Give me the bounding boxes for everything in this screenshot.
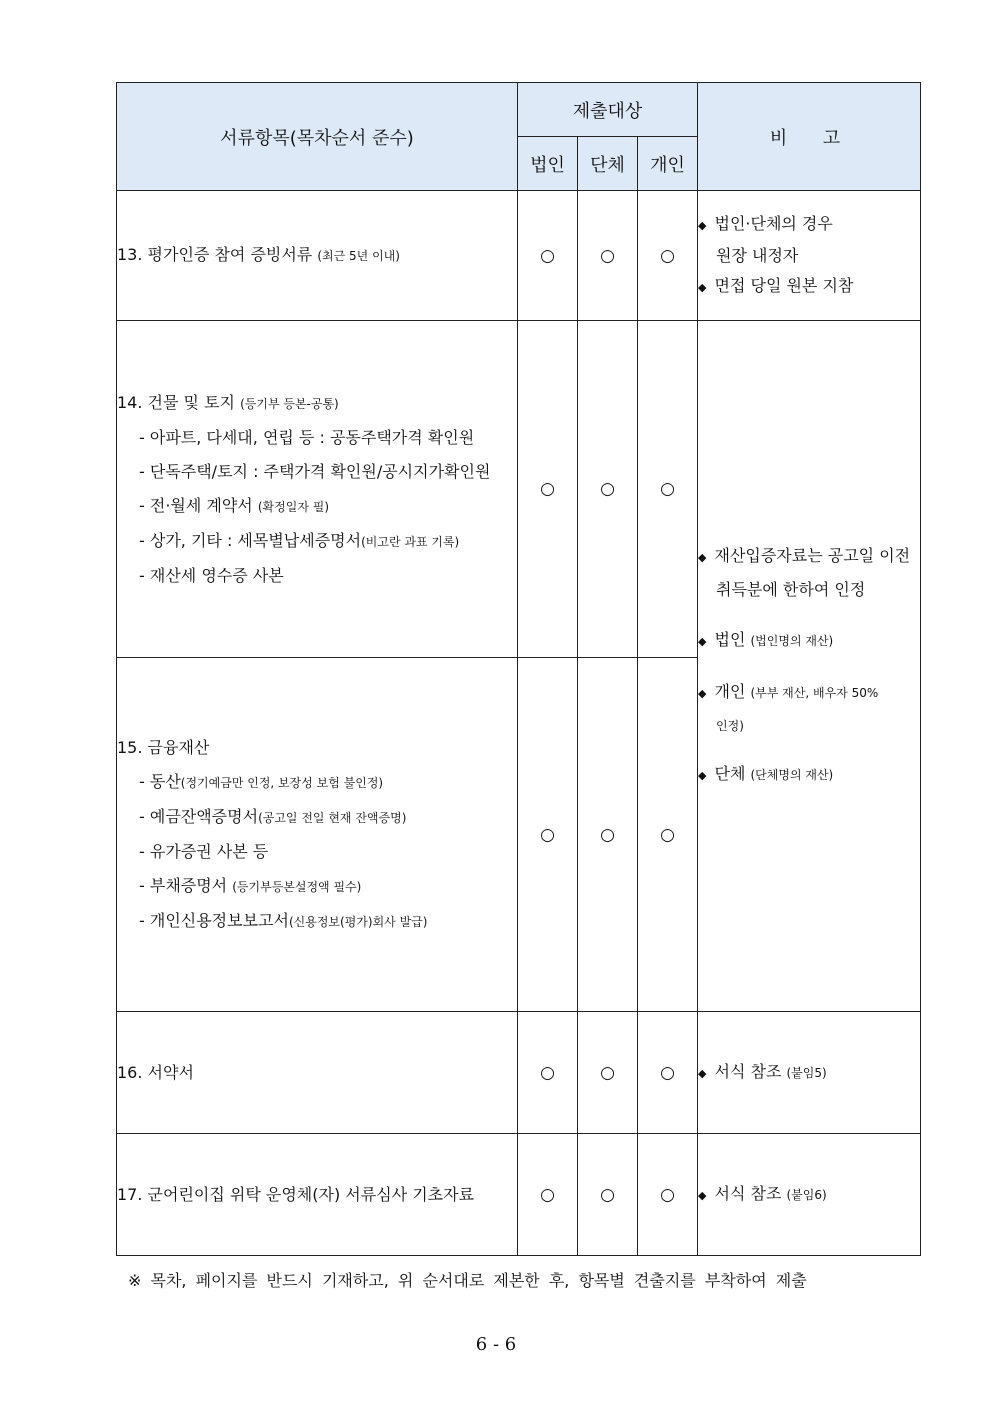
item-14-title: 14. 건물 및 토지 (117, 392, 235, 412)
bullet-icon: ◆ (698, 687, 707, 700)
note-16 (698, 1012, 921, 1134)
item-14-line4: - 상가, 기타 : 세목별납세증명서 (139, 530, 362, 550)
note-17-small: (붙임6) (786, 1187, 827, 1202)
item-14-line5: - 재산세 영수증 사본 (139, 565, 284, 585)
mark-corp-15: ○ (518, 658, 578, 1012)
table-row (117, 1134, 921, 1256)
mark-group-13: ○ (578, 191, 638, 321)
bullet-icon: ◆ (698, 280, 707, 294)
mark-group-14: ○ (578, 321, 638, 658)
note-16-text: 서식 참조 (714, 1061, 782, 1081)
bullet-icon: ◆ (698, 1188, 707, 1202)
page-number: 6 - 6 (475, 1334, 517, 1355)
item-15-line2: - 예금잔액증명서 (139, 806, 259, 826)
mark-indiv-17: ○ (638, 1134, 698, 1256)
table-row (117, 191, 921, 321)
note-asset-line1: 재산입증자료는 공고일 이전 (714, 546, 911, 565)
note-16-small: (붙임5) (786, 1065, 827, 1080)
item-15-line4-small: (등기부등본설정액 필수) (232, 879, 362, 894)
item-15-title: 15. 금융재산 (117, 737, 210, 757)
header-indiv: 개인 (638, 137, 698, 191)
mark-corp-16: ○ (518, 1012, 578, 1134)
header-note: 비 고 (698, 83, 921, 191)
item-14-line3: - 전·월세 계약서 (139, 495, 253, 515)
mark-corp-13: ○ (518, 191, 578, 321)
note-corp: 법인 (714, 630, 746, 649)
note-indiv-small-b: 인정) (716, 719, 744, 733)
mark-group-17: ○ (578, 1134, 638, 1256)
header-group: 단체 (578, 137, 638, 191)
note-indiv: 개인 (714, 682, 746, 701)
note-group-small: (단체명의 재산) (750, 768, 834, 782)
mark-group-15: ○ (578, 658, 638, 1012)
item-15-line3: - 유가증권 사본 등 (139, 841, 269, 861)
item-17-title: 17. 군어린이집 위탁 운영체(자) 서류심사 기초자료 (117, 1134, 518, 1256)
table-row (117, 1012, 921, 1134)
note-indiv-small: (부부 재산, 배우자 50% (750, 686, 879, 700)
item-15-line5-small: (신용정보(평가)회사 발급) (288, 914, 428, 929)
note-asset-line1b: 취득분에 한하여 인정 (716, 580, 866, 599)
bullet-icon: ◆ (698, 769, 707, 782)
mark-indiv-13: ○ (638, 191, 698, 321)
note-group: 단체 (714, 764, 746, 783)
header-corp: 법인 (518, 137, 578, 191)
table-row (117, 321, 921, 658)
item-14-line3-small: (확정일자 필) (257, 499, 330, 514)
bullet-icon: ◆ (698, 218, 707, 232)
item-13-title-small: (최근 5년 이내) (317, 249, 400, 263)
bullet-icon: ◆ (698, 551, 707, 564)
item-13-title: 13. 평가인증 참여 증빙서류 (117, 245, 313, 264)
item-15-line1: - 동산 (139, 771, 181, 791)
item-13 (117, 191, 518, 321)
item-14-line2: - 단독주택/토지 : 주택가격 확인원/공시지가확인원 (139, 461, 491, 481)
document-table (116, 82, 921, 1256)
item-15-line5: - 개인신용정보보고서 (139, 910, 289, 930)
note-13-line1: 법인·단체의 경우 (714, 213, 833, 233)
item-14 (117, 321, 518, 658)
mark-corp-14: ○ (518, 321, 578, 658)
note-corp-small: (법인명의 재산) (750, 634, 834, 648)
item-15-line4: - 부채증명서 (139, 875, 228, 895)
item-14-title-small: (등기부 등본-공통) (240, 396, 339, 411)
item-16-title: 16. 서약서 (117, 1012, 518, 1134)
header-target: 제출대상 (518, 83, 698, 137)
bullet-icon: ◆ (698, 1066, 707, 1080)
item-15 (117, 658, 518, 1012)
footer-note: ※ 목차, 페이지를 반드시 기재하고, 위 순서대로 제본한 후, 항목별 견출지를 부착하여 제출 (128, 1271, 807, 1290)
item-14-line4-small: (비고란 과표 기록) (361, 534, 460, 549)
note-17 (698, 1134, 921, 1256)
bullet-icon: ◆ (698, 635, 707, 648)
item-15-line1-small: (정기예금만 인정, 보장성 보험 불인정) (180, 775, 384, 790)
mark-corp-17: ○ (518, 1134, 578, 1256)
note-13 (698, 191, 921, 321)
item-14-line1: - 아파트, 다세대, 연립 등 : 공동주택가격 확인원 (139, 427, 475, 447)
mark-indiv-14: ○ (638, 321, 698, 658)
note-13-line1b: 원장 내정자 (716, 245, 799, 265)
item-15-line2-small: (공고일 전일 현재 잔액증명) (258, 810, 407, 825)
mark-indiv-16: ○ (638, 1012, 698, 1134)
header-item: 서류항목(목차순서 준수) (117, 83, 518, 191)
note-13-line2: 면접 당일 원본 지참 (714, 275, 854, 295)
mark-indiv-15: ○ (638, 658, 698, 1012)
mark-group-16: ○ (578, 1012, 638, 1134)
note-14-15 (698, 321, 921, 1012)
note-17-text: 서식 참조 (714, 1183, 782, 1203)
